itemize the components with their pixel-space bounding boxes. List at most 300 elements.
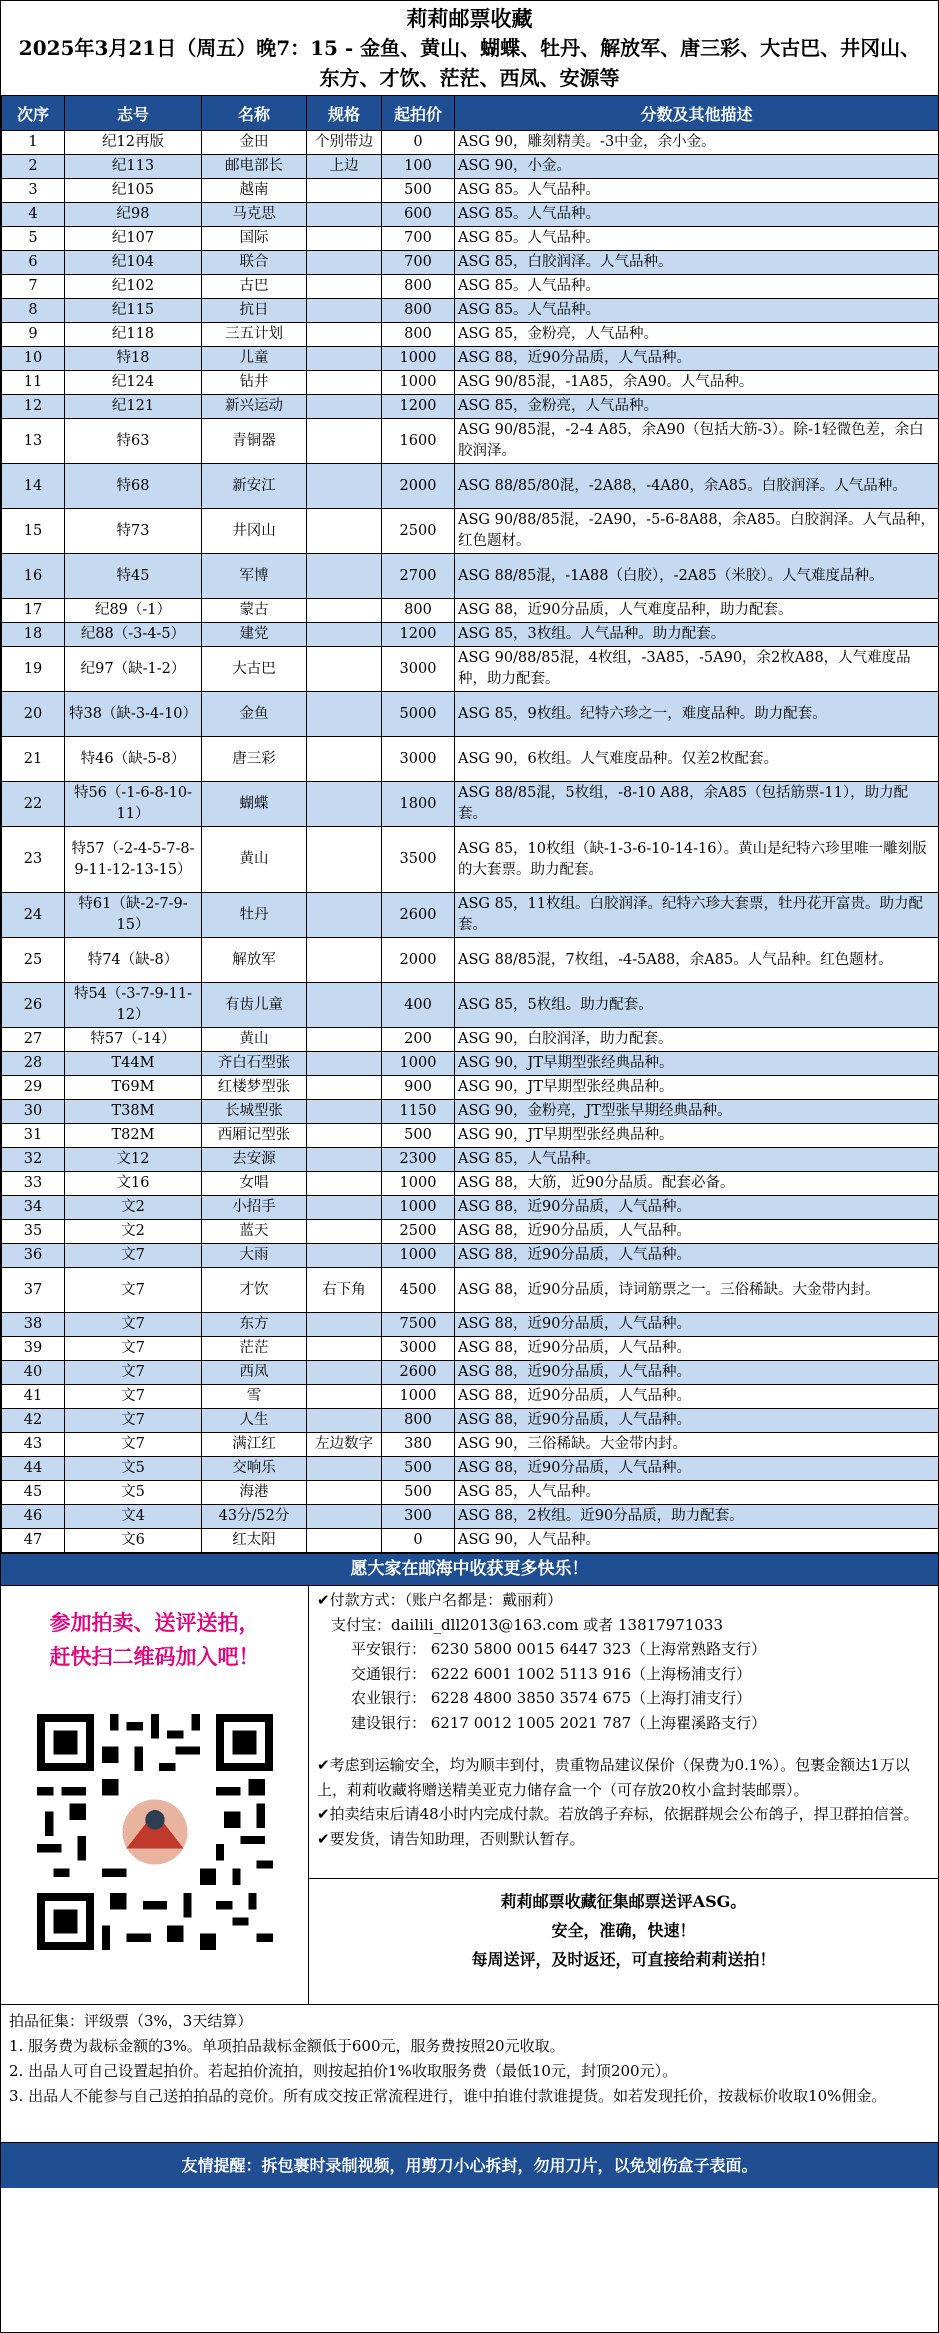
- stamp-spec: [307, 1313, 382, 1337]
- stamp-name: 解放军: [202, 938, 307, 983]
- table-row: [2, 179, 939, 203]
- stamp-spec: [307, 1505, 382, 1529]
- start-price: 2500: [382, 509, 455, 554]
- start-price: 1000: [382, 1052, 455, 1076]
- table-row: [2, 1337, 939, 1361]
- bank-account: 交通银行： 6222 6001 1002 5113 916（上海杨浦支行）: [351, 1664, 752, 1683]
- column-header: 规格: [307, 96, 382, 131]
- stamp-name: 长城型张: [202, 1100, 307, 1124]
- stamp-spec: [307, 1028, 382, 1052]
- shipping-note: ✔考虑到运输安全，均为顺丰到付，贵重物品建议保价（保费为0.1%）。包裹金额达1万以上，莉莉收藏将赠送精美亚克力储存盒一个（可存放20枚小盒封装邮票）。: [317, 1756, 910, 1799]
- stamp-spec: [307, 647, 382, 692]
- stamp-name: 新兴运动: [202, 395, 307, 419]
- start-price: 200: [382, 1028, 455, 1052]
- lot-number: 16: [2, 554, 65, 599]
- asg-line: 莉莉邮票收藏征集邮票送评ASG。: [500, 1892, 747, 1911]
- stamp-code: 特57（-14）: [65, 1028, 202, 1052]
- table-row: [2, 1505, 939, 1529]
- stamp-code: 文2: [65, 1220, 202, 1244]
- lot-number: 37: [2, 1268, 65, 1313]
- start-price: 1800: [382, 782, 455, 827]
- lot-description: ASG 88，近90分品质，诗词筋票之一。三俗稀缺。大金带内封。: [455, 1268, 939, 1313]
- table-row: [2, 1313, 939, 1337]
- lot-description: ASG 85。人气品种。: [455, 203, 939, 227]
- stamp-spec: [307, 1148, 382, 1172]
- stamp-code: 特18: [65, 347, 202, 371]
- stamp-code: 特74（缺-8）: [65, 938, 202, 983]
- start-price: 1200: [382, 395, 455, 419]
- stamp-spec: 上边: [307, 155, 382, 179]
- bank-account: 建设银行： 6217 0012 1005 2021 787（上海瞿溪路支行）: [351, 1713, 767, 1732]
- stamp-spec: [307, 599, 382, 623]
- table-row: [2, 395, 939, 419]
- lot-number: 3: [2, 179, 65, 203]
- table-row: [2, 1433, 939, 1457]
- stamp-name: 才饮: [202, 1268, 307, 1313]
- stamp-spec: [307, 1529, 382, 1553]
- start-price: 500: [382, 1124, 455, 1148]
- lot-number: 6: [2, 251, 65, 275]
- stamp-name: 井冈山: [202, 509, 307, 554]
- stamp-spec: [307, 1481, 382, 1505]
- rule-item: 3. 出品人不能参与自己送拍拍品的竞价。所有成交按正常流程进行，谁中拍谁付款谁提货。如若发现托价，按裁标价收取10%佣金。: [9, 2087, 887, 2105]
- start-price: 500: [382, 1457, 455, 1481]
- lots-body: [2, 131, 939, 1553]
- start-price: 2600: [382, 1361, 455, 1385]
- lot-description: ASG 90，雕刻精美。-3中金，余小金。: [455, 131, 939, 155]
- stamp-spec: [307, 395, 382, 419]
- stamp-spec: 左边数字: [307, 1433, 382, 1457]
- lot-number: 1: [2, 131, 65, 155]
- table-row: [2, 623, 939, 647]
- stamp-code: 文7: [65, 1244, 202, 1268]
- stamp-code: 特38（缺-3-4-10）: [65, 692, 202, 737]
- stamp-spec: [307, 938, 382, 983]
- lot-description: ASG 90，人气品种。: [455, 1529, 939, 1553]
- start-price: 2300: [382, 1148, 455, 1172]
- start-price: 1600: [382, 419, 455, 464]
- stamp-name: 43分/52分: [202, 1505, 307, 1529]
- stamp-spec: [307, 1124, 382, 1148]
- stamp-name: 越南: [202, 179, 307, 203]
- table-row: [2, 1124, 939, 1148]
- table-row: [2, 1268, 939, 1313]
- alipay-row: [317, 1613, 930, 1638]
- stamp-name: 齐白石型张: [202, 1052, 307, 1076]
- lot-description: ASG 85，5枚组。助力配套。: [455, 983, 939, 1028]
- lot-number: 39: [2, 1337, 65, 1361]
- stamp-name: 满江红: [202, 1433, 307, 1457]
- column-header: 志号: [65, 96, 202, 131]
- start-price: 2600: [382, 893, 455, 938]
- stamp-spec: [307, 179, 382, 203]
- payment-title: ✔付款方式：（账户名都是：戴丽莉）: [317, 1591, 563, 1609]
- lot-number: 9: [2, 323, 65, 347]
- lot-number: 19: [2, 647, 65, 692]
- stamp-name: 金田: [202, 131, 307, 155]
- stamp-spec: [307, 347, 382, 371]
- lot-description: ASG 85，金粉亮，人气品种。: [455, 395, 939, 419]
- stamp-name: 军博: [202, 554, 307, 599]
- lot-description: ASG 85。人气品种。: [455, 227, 939, 251]
- lot-description: ASG 90，白胶润泽，助力配套。: [455, 1028, 939, 1052]
- lot-description: ASG 88/85混，-1A88（白胶），-2A85（米胶）。人气难度品种。: [455, 554, 939, 599]
- start-price: 2500: [382, 1220, 455, 1244]
- lot-description: ASG 88，大筋，近90分品质。配套必备。: [455, 1172, 939, 1196]
- stamp-spec: [307, 1076, 382, 1100]
- stamp-name: 国际: [202, 227, 307, 251]
- asg-line: 安全，准确，快速！: [551, 1921, 696, 1940]
- lot-number: 11: [2, 371, 65, 395]
- stamp-code: 文16: [65, 1172, 202, 1196]
- start-price: 1000: [382, 347, 455, 371]
- footer-reminder: 友情提醒：拆包裹时录制视频，用剪刀小心拆封，勿用刀片，以免划伤盒子表面。: [1, 2143, 938, 2188]
- promo-line: 赶快扫二维码加入吧！: [49, 1644, 260, 1669]
- stamp-code: 文2: [65, 1196, 202, 1220]
- table-row: [2, 1529, 939, 1553]
- start-price: 1000: [382, 1385, 455, 1409]
- lot-description: ASG 90/88/85混，-2A90，-5-6-8A88，余A85。白胶润泽。人气品种，红色题材。: [455, 509, 939, 554]
- lot-number: 45: [2, 1481, 65, 1505]
- start-price: 800: [382, 275, 455, 299]
- stamp-code: T82M: [65, 1124, 202, 1148]
- table-row: [2, 227, 939, 251]
- table-row: [2, 1076, 939, 1100]
- lot-description: ASG 90，金粉亮，JT型张早期经典品种。: [455, 1100, 939, 1124]
- stamp-spec: [307, 737, 382, 782]
- stamp-name: 茫茫: [202, 1337, 307, 1361]
- table-row: [2, 131, 939, 155]
- lot-description: ASG 85。人气品种。: [455, 275, 939, 299]
- lot-number: 24: [2, 893, 65, 938]
- lot-description: ASG 85，金粉亮，人气品种。: [455, 323, 939, 347]
- lot-description: ASG 90/85混，-2-4 A85，余A90（包括大筋-3）。除-1轻微色差，余白胶润泽。: [455, 419, 939, 464]
- lot-number: 2: [2, 155, 65, 179]
- start-price: 0: [382, 1529, 455, 1553]
- table-row: [2, 371, 939, 395]
- table-row: [2, 692, 939, 737]
- stamp-name: 抗日: [202, 299, 307, 323]
- lot-description: ASG 85。人气品种。: [455, 299, 939, 323]
- table-row: [2, 1052, 939, 1076]
- promo-panel: [1, 1586, 309, 2004]
- rules-title: 拍品征集：评级票（3%，3天结算）: [9, 2012, 253, 2030]
- column-header: 次序: [2, 96, 65, 131]
- alipay-label: 支付宝：: [331, 1615, 392, 1634]
- qr-code-icon[interactable]: [37, 1714, 273, 1950]
- stamp-name: 古巴: [202, 275, 307, 299]
- stamp-code: 文5: [65, 1481, 202, 1505]
- start-price: 3000: [382, 647, 455, 692]
- info-section: [1, 1586, 938, 2005]
- alipay-account: dailili_dll2013@163.com 或者 13817971033: [391, 1615, 723, 1634]
- start-price: 3000: [382, 1337, 455, 1361]
- stamp-spec: [307, 464, 382, 509]
- lot-number: 31: [2, 1124, 65, 1148]
- stamp-spec: [307, 203, 382, 227]
- lot-number: 8: [2, 299, 65, 323]
- start-price: 2000: [382, 938, 455, 983]
- stamp-code: T44M: [65, 1052, 202, 1076]
- table-row: [2, 938, 939, 983]
- stamp-spec: [307, 299, 382, 323]
- stamp-spec: [307, 1220, 382, 1244]
- lot-description: ASG 90，三俗稀缺。大金带内封。: [455, 1433, 939, 1457]
- lot-description: ASG 90，小金。: [455, 155, 939, 179]
- start-price: 1000: [382, 1244, 455, 1268]
- lot-description: ASG 90，JT早期型张经典品种。: [455, 1124, 939, 1148]
- lot-description: ASG 90，6枚组。人气难度品种。仅差2枚配套。: [455, 737, 939, 782]
- stamp-code: 特61（缺-2-7-9-15）: [65, 893, 202, 938]
- delivery-note: ✔要发货，请告知助理，否则默认暂存。: [317, 1829, 585, 1848]
- start-price: 3500: [382, 827, 455, 893]
- start-price: 100: [382, 155, 455, 179]
- stamp-code: 特68: [65, 464, 202, 509]
- stamp-code: 特57（-2-4-5-7-8-9-11-12-13-15）: [65, 827, 202, 893]
- stamp-name: 金鱼: [202, 692, 307, 737]
- stamp-name: 小招手: [202, 1196, 307, 1220]
- start-price: 800: [382, 1409, 455, 1433]
- start-price: 500: [382, 1481, 455, 1505]
- stamp-code: 纪102: [65, 275, 202, 299]
- stamp-code: 特46（缺-5-8）: [65, 737, 202, 782]
- stamp-code: 文7: [65, 1337, 202, 1361]
- start-price: 0: [382, 131, 455, 155]
- table-row: [2, 203, 939, 227]
- table-row: [2, 1244, 939, 1268]
- stamp-spec: [307, 1409, 382, 1433]
- stamp-spec: [307, 1385, 382, 1409]
- stamp-name: 青铜器: [202, 419, 307, 464]
- lot-description: ASG 90/88/85混，4枚组，-3A85，-5A90，余2枚A88，人气难度品种，助力配套。: [455, 647, 939, 692]
- payment-info: [309, 1586, 938, 1878]
- lot-number: 14: [2, 464, 65, 509]
- lot-number: 47: [2, 1529, 65, 1553]
- rule-item: 1. 服务费为裁标金额的3%。单项拍品裁标金额低于600元，服务费按照20元收取。: [9, 2037, 565, 2055]
- lot-number: 18: [2, 623, 65, 647]
- stamp-name: 雪: [202, 1385, 307, 1409]
- lot-description: ASG 88，近90分品质，人气品种。: [455, 347, 939, 371]
- start-price: 1000: [382, 1172, 455, 1196]
- lot-number: 33: [2, 1172, 65, 1196]
- start-price: 300: [382, 1505, 455, 1529]
- table-row: [2, 464, 939, 509]
- stamp-code: 纪104: [65, 251, 202, 275]
- start-price: 500: [382, 179, 455, 203]
- lot-description: ASG 85，10枚组（缺-1-3-6-10-14-16）。黄山是纪特六珍里唯一雕刻版的大套票。助力配套。: [455, 827, 939, 893]
- lot-description: ASG 88，2枚组。近90分品质，助力配套。: [455, 1505, 939, 1529]
- start-price: 380: [382, 1433, 455, 1457]
- lot-description: ASG 88，近90分品质，人气品种。: [455, 1196, 939, 1220]
- lot-description: ASG 85。人气品种。: [455, 179, 939, 203]
- table-row: [2, 419, 939, 464]
- lot-description: ASG 90/85混，-1A85，余A90。人气品种。: [455, 371, 939, 395]
- lot-number: 7: [2, 275, 65, 299]
- stamp-code: 文7: [65, 1385, 202, 1409]
- stamp-name: 大古巴: [202, 647, 307, 692]
- lot-number: 5: [2, 227, 65, 251]
- lot-number: 27: [2, 1028, 65, 1052]
- stamp-spec: [307, 623, 382, 647]
- stamp-name: 交响乐: [202, 1457, 307, 1481]
- lot-number: 42: [2, 1409, 65, 1433]
- lot-description: ASG 88，近90分品质，人气品种。: [455, 1313, 939, 1337]
- stamp-code: 纪89（-1）: [65, 599, 202, 623]
- stamp-spec: [307, 509, 382, 554]
- lot-number: 32: [2, 1148, 65, 1172]
- stamp-name: 钻井: [202, 371, 307, 395]
- stamp-code: 特63: [65, 419, 202, 464]
- lot-number: 46: [2, 1505, 65, 1529]
- lot-description: ASG 85，人气品种。: [455, 1148, 939, 1172]
- stamp-spec: [307, 554, 382, 599]
- stamp-code: 纪97（缺-1-2）: [65, 647, 202, 692]
- start-price: 800: [382, 299, 455, 323]
- stamp-name: 黄山: [202, 1028, 307, 1052]
- stamp-spec: [307, 1196, 382, 1220]
- start-price: 700: [382, 251, 455, 275]
- table-row: [2, 509, 939, 554]
- stamp-spec: [307, 983, 382, 1028]
- column-header: 起拍价: [382, 96, 455, 131]
- stamp-code: 纪98: [65, 203, 202, 227]
- table-row: [2, 155, 939, 179]
- stamp-code: 文12: [65, 1148, 202, 1172]
- stamp-code: 文5: [65, 1457, 202, 1481]
- stamp-name: 黄山: [202, 827, 307, 893]
- table-row: [2, 1457, 939, 1481]
- stamp-name: 蝴蝶: [202, 782, 307, 827]
- table-row: [2, 1481, 939, 1505]
- lot-number: 34: [2, 1196, 65, 1220]
- lot-number: 29: [2, 1076, 65, 1100]
- lot-number: 12: [2, 395, 65, 419]
- stamp-spec: [307, 1052, 382, 1076]
- lot-number: 10: [2, 347, 65, 371]
- lot-number: 38: [2, 1313, 65, 1337]
- stamp-name: 有齿儿童: [202, 983, 307, 1028]
- stamp-name: 新安江: [202, 464, 307, 509]
- consignment-rules: [1, 2005, 938, 2143]
- table-row: [2, 1028, 939, 1052]
- stamp-name: 西厢记型张: [202, 1124, 307, 1148]
- stamp-code: T69M: [65, 1076, 202, 1100]
- table-row: [2, 782, 939, 827]
- stamp-code: 纪105: [65, 179, 202, 203]
- table-row: [2, 1361, 939, 1385]
- stamp-name: 红楼梦型张: [202, 1076, 307, 1100]
- table-row: [2, 347, 939, 371]
- stamp-spec: [307, 227, 382, 251]
- lot-description: ASG 88，近90分品质，人气难度品种，助力配套。: [455, 599, 939, 623]
- stamp-spec: [307, 1172, 382, 1196]
- lot-description: ASG 88/85/80混，-2A88，-4A80，余A85。白胶润泽。人气品种。: [455, 464, 939, 509]
- lot-number: 40: [2, 1361, 65, 1385]
- start-price: 2000: [382, 464, 455, 509]
- lot-description: ASG 88，近90分品质，人气品种。: [455, 1337, 939, 1361]
- stamp-spec: [307, 1361, 382, 1385]
- stamp-spec: [307, 371, 382, 395]
- table-row: [2, 299, 939, 323]
- stamp-spec: [307, 419, 382, 464]
- start-price: 3000: [382, 737, 455, 782]
- lot-number: 23: [2, 827, 65, 893]
- page-title: 莉莉邮票收藏: [406, 6, 533, 31]
- table-row: [2, 1409, 939, 1433]
- start-price: 900: [382, 1076, 455, 1100]
- lot-number: 15: [2, 509, 65, 554]
- lot-number: 41: [2, 1385, 65, 1409]
- lot-description: ASG 85，11枚组。白胶润泽。纪特六珍大套票，牡丹花开富贵。助力配套。: [455, 893, 939, 938]
- lot-number: 35: [2, 1220, 65, 1244]
- stamp-spec: [307, 827, 382, 893]
- lot-description: ASG 90，JT早期型张经典品种。: [455, 1052, 939, 1076]
- stamp-spec: [307, 275, 382, 299]
- start-price: 600: [382, 203, 455, 227]
- stamp-name: 儿童: [202, 347, 307, 371]
- stamp-name: 马克思: [202, 203, 307, 227]
- start-price: 700: [382, 227, 455, 251]
- start-price: 4500: [382, 1268, 455, 1313]
- table-row: [2, 1220, 939, 1244]
- stamp-name: 蒙古: [202, 599, 307, 623]
- start-price: 400: [382, 983, 455, 1028]
- stamp-name: 海港: [202, 1481, 307, 1505]
- asg-line: 每周送评，及时返还，可直接给莉莉送拍！: [471, 1950, 776, 1969]
- stamp-code: 纪107: [65, 227, 202, 251]
- start-price: 1150: [382, 1100, 455, 1124]
- lot-description: ASG 85，人气品种。: [455, 1481, 939, 1505]
- stamp-code: 纪12再版: [65, 131, 202, 155]
- stamp-code: 文7: [65, 1268, 202, 1313]
- lot-number: 30: [2, 1100, 65, 1124]
- stamp-code: 特56（-1-6-8-10-11）: [65, 782, 202, 827]
- table-row: [2, 1172, 939, 1196]
- table-header-row: [2, 96, 939, 131]
- lot-number: 26: [2, 983, 65, 1028]
- lot-number: 28: [2, 1052, 65, 1076]
- bank-account: 平安银行： 6230 5800 0015 6447 323（上海常熟路支行）: [351, 1640, 767, 1658]
- stamp-name: 大雨: [202, 1244, 307, 1268]
- lot-description: ASG 88，近90分品质，人气品种。: [455, 1457, 939, 1481]
- stamp-name: 女唱: [202, 1172, 307, 1196]
- table-row: [2, 737, 939, 782]
- start-price: 2700: [382, 554, 455, 599]
- lot-number: 43: [2, 1433, 65, 1457]
- table-row: [2, 323, 939, 347]
- column-header: 名称: [202, 96, 307, 131]
- stamp-code: 纪124: [65, 371, 202, 395]
- stamp-spec: [307, 1100, 382, 1124]
- stamp-code: 文7: [65, 1433, 202, 1457]
- auction-subtitle: 2025年3月21日（周五）晚7：15 - 金鱼、黄山、蝴蝶、牡丹、解放军、唐三彩、大古巴、井冈山、东方、才饮、茫茫、西凤、安源等: [18, 36, 921, 90]
- table-row: [2, 1385, 939, 1409]
- stamp-code: 特54（-3-7-9-11-12）: [65, 983, 202, 1028]
- lot-description: ASG 85，9枚组。纪特六珍之一，难度品种。助力配套。: [455, 692, 939, 737]
- stamp-name: 邮电部长: [202, 155, 307, 179]
- stamp-spec: [307, 1457, 382, 1481]
- table-row: [2, 647, 939, 692]
- asg-service-box: [309, 1878, 938, 2004]
- start-price: 800: [382, 599, 455, 623]
- table-row: [2, 1148, 939, 1172]
- lot-number: 44: [2, 1457, 65, 1481]
- stamp-spec: [307, 692, 382, 737]
- stamp-name: 人生: [202, 1409, 307, 1433]
- start-price: 1000: [382, 1196, 455, 1220]
- column-header: 分数及其他描述: [455, 96, 939, 131]
- stamp-code: 纪113: [65, 155, 202, 179]
